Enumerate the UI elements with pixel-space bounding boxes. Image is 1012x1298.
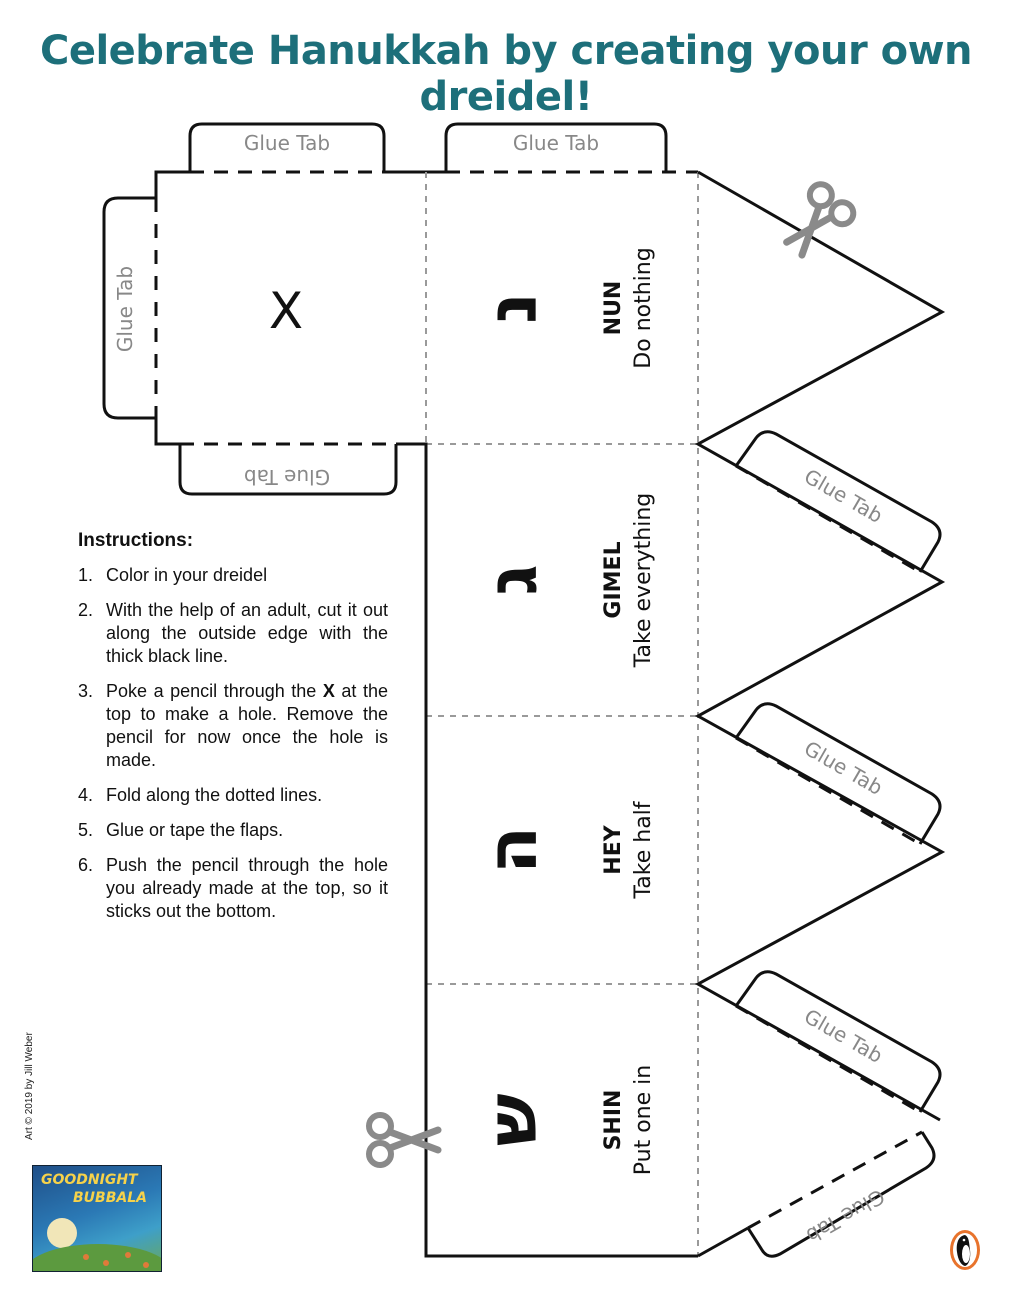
letter-action: Do nothing [631,247,656,369]
instructions-list [78,564,388,923]
hebrew-letter: ג [471,564,553,596]
letter-action: Take half [631,801,656,899]
letter-name: HEY [601,825,626,875]
penguin-logo-icon [948,1228,982,1272]
step-number: 4. [78,785,94,805]
instruction-step [78,599,388,668]
step-number: 2. [78,600,94,620]
book-title-line1: GOODNIGHT [41,1172,138,1188]
glue-tab-label: Glue Tab [243,131,331,155]
step-text: Push the pencil through the hole you already made at the top, so it sticks out the bottom. [106,855,388,921]
step-text-bold: X [322,681,335,701]
hebrew-letter: ש [471,1093,553,1147]
letter-name: NUN [601,280,626,336]
step-number: 1. [78,565,94,585]
instruction-step [78,819,388,842]
instruction-step [78,680,388,772]
flower-dot [125,1252,131,1258]
glue-tab-label: Glue Tab [243,465,331,489]
glue-tab-label: Glue Tab [800,1003,887,1068]
instruction-step [78,854,388,923]
step-text: Color in your dreidel [106,565,268,585]
step-number: 6. [78,855,94,875]
flower-dot [143,1262,149,1268]
top-face-outline-lower [156,420,180,444]
hole-mark: X [268,282,304,340]
instruction-step [78,564,388,587]
hebrew-letter: ה [471,825,553,875]
instructions-heading: Instructions: [78,530,194,551]
glue-tab-label: Glue Tab [800,463,887,528]
moon-illustration [47,1218,77,1248]
step-text: Glue or tape the flaps. [106,820,284,840]
letter-name: GIMEL [601,541,626,619]
top-face-outline [156,172,190,198]
face-hey [471,800,656,899]
flower-dot [83,1254,89,1260]
step-number: 3. [78,681,94,701]
step-text-before: Poke a pencil through the [106,681,323,701]
flower-dot [103,1260,109,1266]
face-nun [471,247,656,368]
glue-tab-label: Glue Tab [512,131,600,155]
hebrew-letter: נ [471,292,553,324]
hill-illustration [32,1244,162,1272]
scissors-icon [369,1115,438,1165]
point-zigzag [698,172,942,1120]
art-credit: Art © 2019 by Jill Weber [24,1032,35,1140]
letter-action: Take everything [631,492,656,668]
step-text-after: at the top to make a hole. Remove the pencil for now once the hole is made. [106,681,388,770]
book-title-line2: BUBBALA [73,1190,147,1206]
step-text: With the help of an adult, cut it out along the outside edge with the thick black line. [106,600,388,666]
book-cover [32,1165,162,1272]
face-shin [471,1065,656,1175]
instructions [78,530,388,935]
glue-tab-label: Glue Tab [113,265,137,353]
step-number: 5. [78,820,94,840]
letter-name: SHIN [601,1089,626,1151]
letter-action: Put one in [631,1064,656,1176]
glue-tab-label: Glue Tab [802,1184,889,1249]
instruction-step [78,784,388,807]
glue-tab-label: Glue Tab [800,735,887,800]
face-gimel [471,493,656,669]
step-text: Fold along the dotted lines. [106,785,323,805]
page-title: Celebrate Hanukkah by creating your own dreidel! [39,28,973,120]
